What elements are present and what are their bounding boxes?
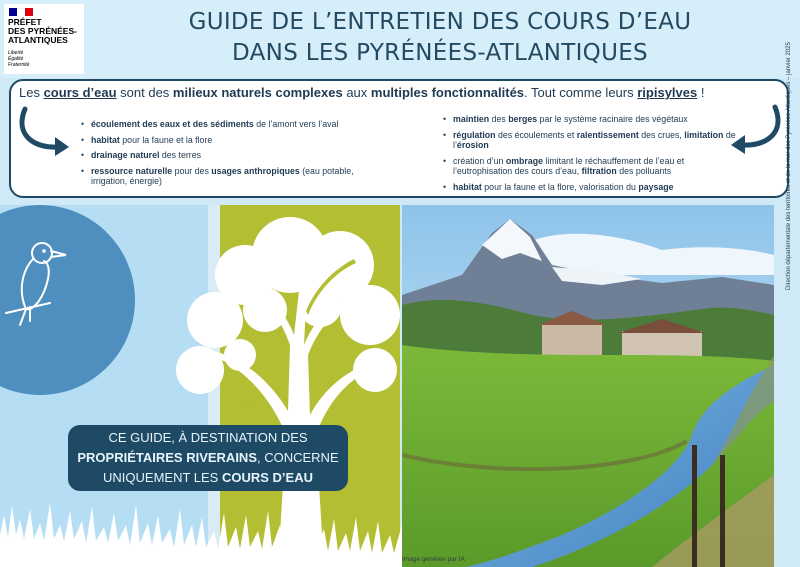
ripisylve-functions-list <box>443 114 743 197</box>
kingfisher-bird-icon <box>4 239 68 331</box>
list-item: • habitat pour la faune et la flore, valorisation du paysage <box>443 182 743 193</box>
list-item: • ressource naturelle pour des usages anthropiques (eau potable, irrigation, énergie) <box>81 166 381 187</box>
page-title: GUIDE DE L’ENTRETIEN DES COURS D’EAU DANS LES PYRÉNÉES-ATLANTIQUES <box>188 9 692 66</box>
list-item: • régulation des écoulements et ralentissement des crues, limitation de l’érosion <box>443 130 743 151</box>
list-item: • habitat pour la faune et la flore <box>81 135 381 146</box>
intro-sentence: Les cours d’eau sont des milieux naturels complexes aux multiples fonctionnalités. Tout comme leurs ripisylves ! <box>19 85 705 100</box>
list-item: • drainage naturel des terres <box>81 150 381 161</box>
functions-panel <box>9 79 789 198</box>
curved-arrow-left-icon <box>17 103 77 163</box>
illustration-scene <box>0 205 800 567</box>
french-flag-icon <box>9 8 33 16</box>
curved-arrow-right-icon <box>723 101 783 161</box>
issuer-vertical-text: Direction départementale des territoires et de la mer des Pyrénées-Atlantiques – janvier 2025 <box>786 42 792 290</box>
logo-motto: Liberté Égalité Fraternité <box>8 50 30 68</box>
cours-deau-functions-list <box>81 119 381 192</box>
logo-title: PRÉFET DES PYRÉNÉES- ATLANTIQUES <box>8 17 77 45</box>
landscape-photo <box>402 205 774 567</box>
list-item: • écoulement des eaux et des sédiments de l’amont vers l’aval <box>81 119 381 130</box>
header <box>0 0 800 78</box>
list-item: • création d’un ombrage limitant le réchauffement de l’eau et l’eutrophisation des cours d’eau, filtration des polluants <box>443 156 743 177</box>
image-credit: Image générée par IA <box>402 556 465 563</box>
prefecture-logo <box>4 4 84 74</box>
list-item: • maintien des berges par le système racinaire des végétaux <box>443 114 743 125</box>
grass-silhouette-graphic <box>0 495 402 567</box>
guide-audience-callout: CE GUIDE, À DESTINATION DES PROPRIÉTAIRES RIVERAINS, CONCERNE UNIQUEMENT LES COURS D’EAU <box>68 425 348 491</box>
